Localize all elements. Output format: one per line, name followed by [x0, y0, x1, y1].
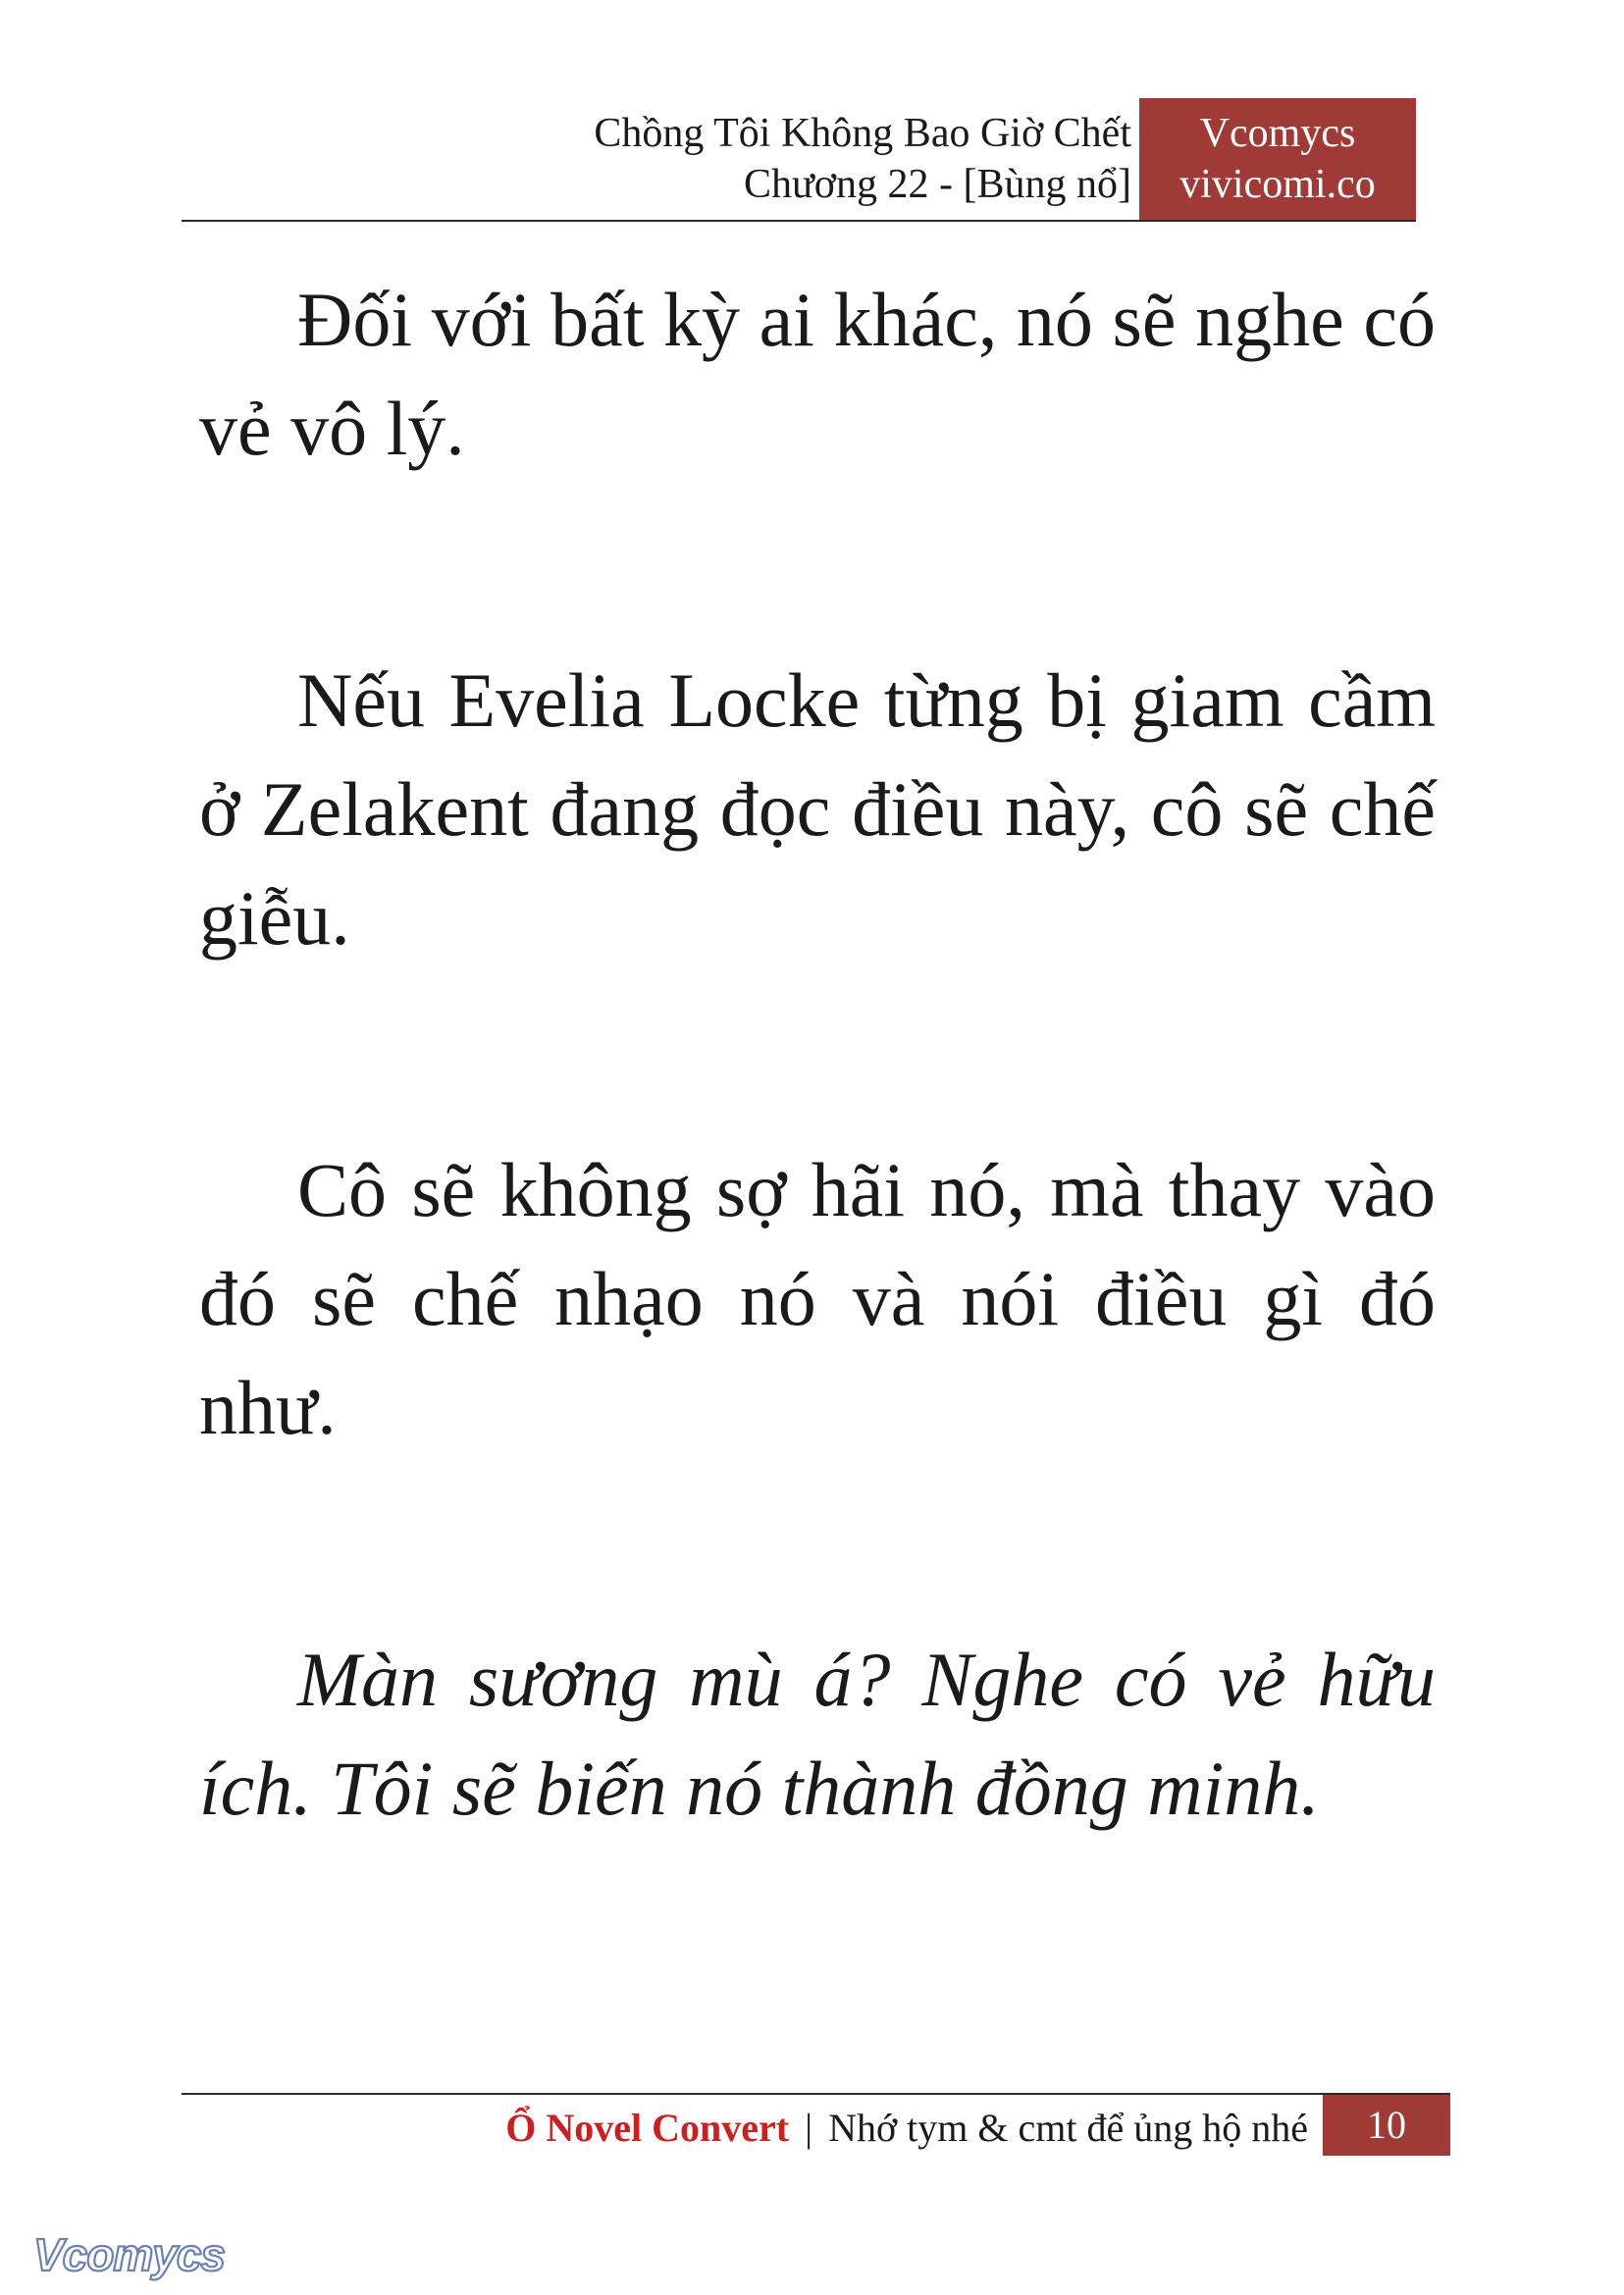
site-badge [1139, 98, 1416, 220]
paragraph-italic: Màn sương mù á? Nghe có vẻ hữu ích. Tôi sẽ biến nó thành đồng minh. [199, 1637, 1436, 1831]
site-badge-name: Vcomycs [1199, 111, 1356, 156]
header-title-block [594, 108, 1131, 210]
book-title: Chồng Tôi Không Bao Giờ Chết [594, 111, 1131, 156]
footer-brand: Ổ Novel Convert [505, 2106, 790, 2150]
paragraph: Cô sẽ không sợ hãi nó, mà thay vào đó sẽ chế nhạo nó và nói điều gì đó như. [199, 1147, 1436, 1450]
paragraph: Đối với bất kỳ ai khác, nó sẽ nghe có vẻ vô lý. [199, 277, 1436, 471]
page-header [182, 98, 1416, 220]
footer-separator: | [805, 2106, 813, 2150]
footer-text [505, 2105, 1308, 2152]
site-badge-url: vivicomi.co [1179, 162, 1376, 207]
svg-text:Vcomycs: Vcomycs [33, 2229, 226, 2280]
chapter-title: Chương 22 - [Bùng nổ] [744, 162, 1131, 207]
paragraph: Nếu Evelia Locke từng bị giam cầm ở Zelakent đang đọc điều này, cô sẽ chế giễu. [199, 657, 1436, 961]
page-number: 10 [1323, 2095, 1450, 2156]
chapter-body [199, 265, 1436, 2006]
footer-message: Nhớ tym & cmt để ủng hộ nhé [828, 2106, 1308, 2150]
header-divider [182, 220, 1416, 222]
page-footer [182, 2095, 1450, 2156]
vcomycs-watermark-logo [29, 2227, 255, 2282]
